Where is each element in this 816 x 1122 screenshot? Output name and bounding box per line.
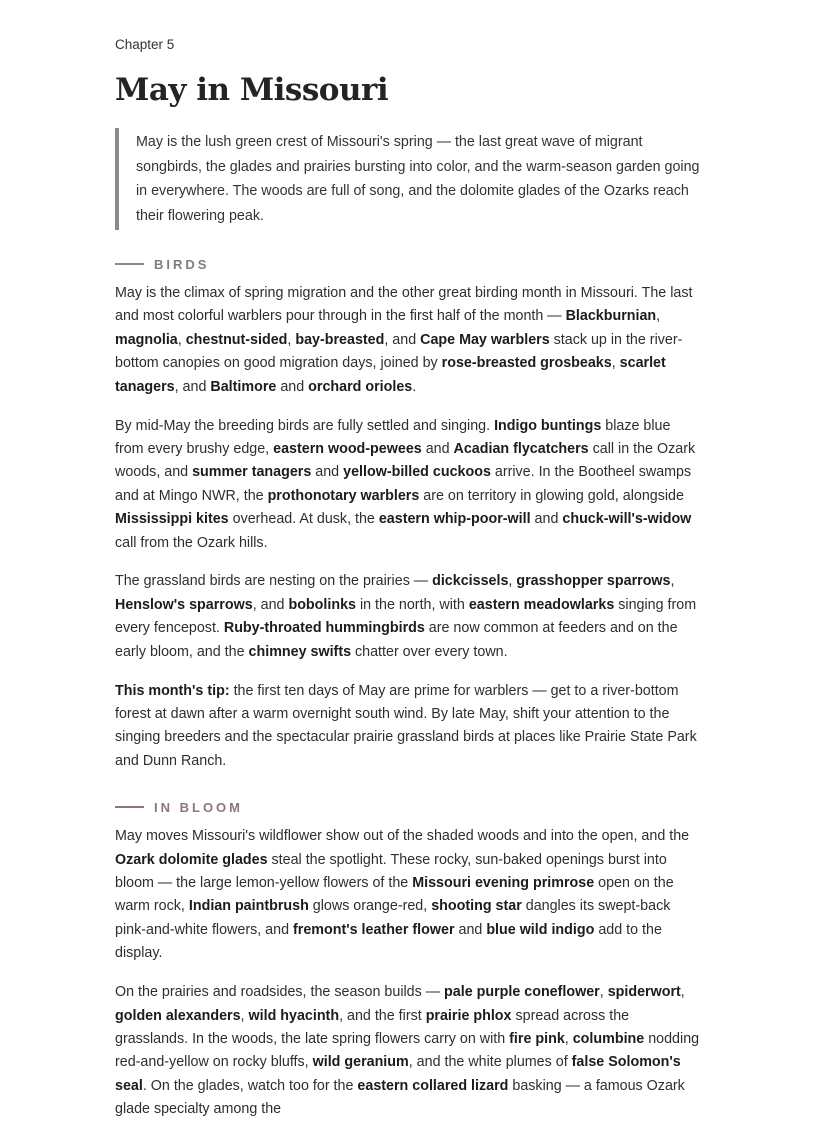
text-run: steal the spotlight. These rocky, sun-baked openings burst into bloom — the large lemon-yellow flowers of the (115, 851, 667, 892)
text-run: . (412, 378, 417, 395)
text-run: . On the glades, watch too for the (142, 1077, 358, 1094)
bold-term: fremont's leather flower (293, 921, 455, 938)
bold-term: prairie phlox (425, 1007, 512, 1024)
chapter-title: May in Missouri (115, 72, 389, 108)
text-run: singing from every fencepost. (115, 596, 697, 637)
bold-term: bay-breasted (295, 331, 385, 348)
text-run: , (656, 308, 661, 325)
bold-term: columbine (572, 1030, 645, 1047)
text-run: the first ten days of May are prime for warblers — get to a river-bottom forest at dawn after a warm overnight south wind. By late May, shift your attention to the singing breeders and the spectacular prairie grassland birds at places like Prairie State Park and Dunn Ranch. (115, 682, 697, 769)
text-run: basking — a famous Ozark glade specialty among the (115, 1077, 685, 1118)
bold-term: grasshopper sparrows (516, 573, 671, 590)
bold-term: summer tanagers (192, 464, 312, 481)
text-run: , (240, 1007, 249, 1024)
bold-term: chuck-will's-widow (562, 511, 692, 528)
section-heading-label: IN BLOOM (154, 799, 243, 815)
text-run: The grassland birds are nesting on the prairies — (115, 573, 433, 590)
text-run: and (454, 921, 487, 938)
tip-paragraph (115, 680, 700, 774)
bold-term: Baltimore (210, 378, 277, 395)
text-run: are now common at feeders and on the early bloom, and the (115, 620, 678, 660)
text-run: , and (174, 378, 211, 395)
bold-term: magnolia (115, 331, 178, 348)
bold-term: Blackburnian (565, 308, 657, 325)
bold-term: rose-breasted grosbeaks (441, 355, 612, 372)
bold-term: shooting star (431, 898, 522, 915)
bold-term: orchard orioles (308, 378, 413, 395)
text-run: chatter over every town. (351, 643, 508, 660)
bold-term: Henslow's sparrows (115, 596, 253, 613)
bold-term: spiderwort (607, 984, 681, 1001)
text-run: On the prairies and roadsides, the season builds — (115, 984, 445, 1001)
bold-term: Indian paintbrush (188, 898, 309, 915)
bold-term: eastern collared lizard (357, 1077, 509, 1094)
text-run: , (670, 573, 675, 590)
page-content (115, 36, 700, 1122)
heading-rule (115, 806, 144, 808)
text-run: By mid-May the breeding birds are fully settled and singing. (115, 417, 495, 434)
bold-term: eastern whip-poor-will (378, 511, 531, 528)
text-run: blaze blue from every brushy edge, (115, 417, 671, 457)
bold-term: Indigo buntings (494, 417, 602, 434)
text-run: in the north, with (355, 596, 469, 613)
bold-term: prothonotary warblers (267, 487, 420, 504)
text-run: glows orange-red, (308, 898, 432, 915)
bold-term: Mississippi kites (115, 511, 229, 528)
paragraph (115, 282, 700, 399)
bold-term: Ozark dolomite glades (115, 851, 268, 868)
section-heading-birds (115, 254, 700, 274)
text-run: call in the Ozark woods, and (115, 440, 696, 481)
section-heading-label: BIRDS (154, 256, 210, 272)
text-run: , (177, 331, 186, 348)
text-run: , and (252, 596, 289, 613)
paragraph (115, 415, 700, 555)
text-run: , and (384, 331, 421, 348)
text-run: , (611, 355, 620, 372)
bold-term: Cape May warblers (420, 331, 550, 348)
text-run: open on the warm rock, (115, 875, 674, 915)
bold-term: Ruby-throated hummingbirds (223, 620, 425, 637)
text-run: spread across the grasslands. In the woods, the late spring flowers carry on with (115, 1007, 630, 1047)
bold-term: Acadian flycatchers (453, 440, 589, 457)
bold-term: Missouri evening primrose (412, 875, 595, 892)
bold-term: yellow-billed cuckoos (343, 464, 491, 481)
text-run: , (508, 573, 517, 590)
bold-term: bobolinks (288, 596, 356, 613)
text-run: , (287, 331, 296, 348)
text-run: and (276, 378, 309, 395)
text-run: arrive. In the Bootheel swamps and at Mingo NWR, the (115, 464, 692, 504)
bold-term: eastern wood-pewees (273, 440, 422, 457)
paragraph (115, 981, 700, 1121)
text-run: , (599, 984, 608, 1001)
text-run: are on territory in glowing gold, alongside (419, 487, 684, 504)
bold-term: scarlet tanagers (115, 355, 666, 395)
text-run: and (530, 511, 563, 528)
bold-term: chimney swifts (248, 643, 352, 660)
text-run: May moves Missouri's wildflower show out of the shaded woods and into the open, and the (115, 828, 690, 845)
text-run: and (421, 440, 454, 457)
section-heading-in-bloom (115, 797, 700, 817)
text-run: , (564, 1030, 573, 1047)
bold-term: fire pink (509, 1030, 565, 1047)
bold-term: pale purple coneflower (444, 984, 600, 1001)
paragraph (115, 825, 700, 965)
text-run: , (680, 984, 685, 1001)
bold-term: blue wild indigo (486, 921, 595, 938)
bold-term: dickcissels (432, 573, 509, 590)
bold-term: wild geranium (312, 1054, 409, 1071)
bold-term: wild hyacinth (248, 1007, 340, 1024)
text-run: May is the climax of spring migration and the other great birding month in Missouri. The last and most colorful warblers pour through in the first half of the month — (115, 285, 693, 325)
text-run: stack up in the river-bottom canopies on good migration days, joined by (115, 331, 683, 372)
text-run: nodding red-and-yellow on rocky bluffs, (115, 1030, 700, 1071)
bold-term: eastern meadowlarks (468, 596, 615, 613)
text-run: add to the display. (115, 921, 662, 962)
bold-term: golden alexanders (115, 1007, 241, 1024)
bold-term: chestnut-sided (185, 331, 288, 348)
paragraph (115, 570, 700, 664)
text-run: , and the white plumes of (408, 1054, 572, 1071)
bold-term: This month's tip: (115, 682, 230, 699)
text-run: overhead. At dusk, the (228, 511, 379, 528)
heading-rule (115, 263, 144, 265)
bold-term: false Solomon's seal (115, 1054, 681, 1094)
text-run: dangles its swept-back pink-and-white flowers, and (115, 898, 671, 938)
chapter-label: Chapter 5 (115, 37, 175, 52)
text-run: , and the first (339, 1007, 426, 1024)
intro-blockquote: May is the lush green crest of Missouri's spring — the last great wave of migrant songbirds, the glades and prairies bursting into color, and the warm-season garden going in everywhere. The woods are full of song, and the dolomite glades of the Ozarks reach their flowering peak. (115, 128, 700, 230)
text-run: call from the Ozark hills. (115, 534, 268, 551)
text-run: and (311, 464, 344, 481)
